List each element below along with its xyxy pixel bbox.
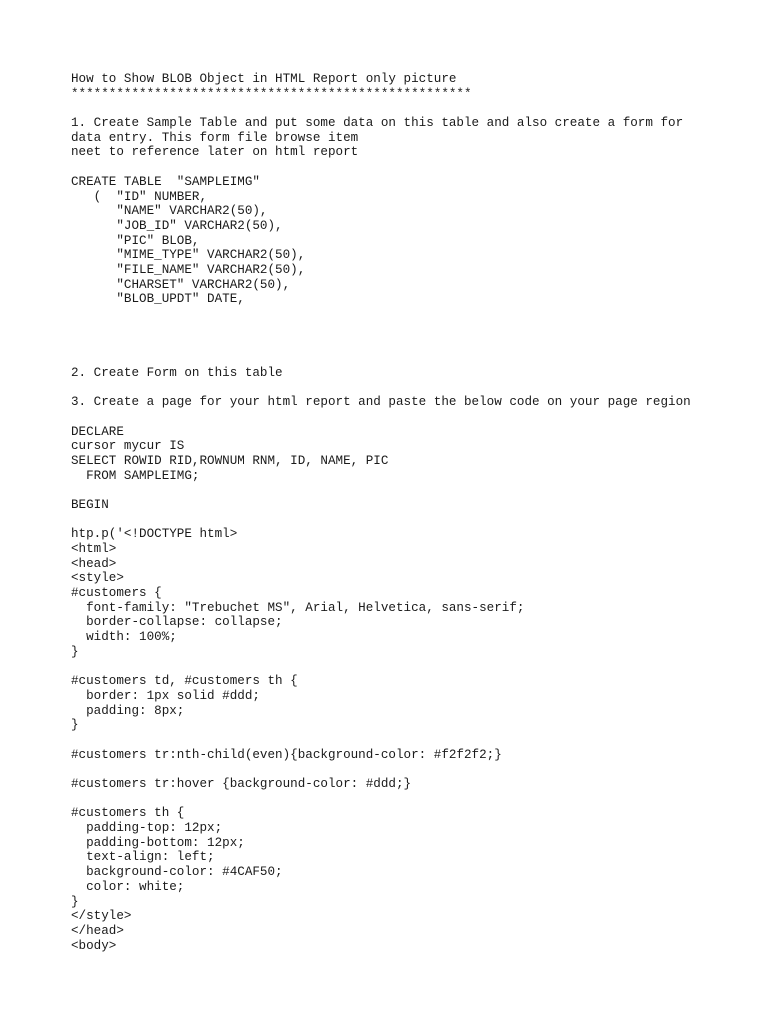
text-line: CREATE TABLE "SAMPLEIMG" xyxy=(71,174,260,189)
text-line: border-collapse: collapse; xyxy=(71,615,283,630)
text-line: <html> xyxy=(71,542,117,556)
text-line: </style> xyxy=(71,909,132,924)
text-line: "BLOB_UPDT" DATE, xyxy=(71,292,245,307)
text-line: #customers tr:nth-child(even){background-color: #f2f2f2;} xyxy=(71,747,502,762)
text-line: How to Show BLOB Object in HTML Report only picture xyxy=(71,72,457,86)
text-line: padding-top: 12px; xyxy=(71,821,223,836)
text-line: #customers th { xyxy=(71,806,185,821)
text-line: 2. Create Form on this table xyxy=(71,365,283,380)
text-line: cursor mycur IS xyxy=(71,439,185,454)
text-line: font-family: "Trebuchet MS", Arial, Helvetica, sans-serif; xyxy=(71,600,525,615)
text-line: "NAME" VARCHAR2(50), xyxy=(71,204,268,219)
text-line: BEGIN xyxy=(71,497,109,512)
text-line xyxy=(71,410,751,425)
text-line: width: 100%; xyxy=(71,630,177,645)
text-line: neet to reference later on html report xyxy=(71,145,359,160)
text-line xyxy=(71,792,751,807)
text-line xyxy=(71,160,751,175)
text-line: "CHARSET" VARCHAR2(50), xyxy=(71,277,291,292)
text-line: "JOB_ID" VARCHAR2(50), xyxy=(71,218,283,233)
text-line: } xyxy=(71,718,79,733)
document-page xyxy=(71,72,751,953)
text-line: } xyxy=(71,644,79,659)
text-line: htp.p('<!DOCTYPE html> xyxy=(71,527,238,542)
text-line: 3. Create a page for your html report and paste the below code on your page region xyxy=(71,395,691,410)
text-line: <head> xyxy=(71,556,117,571)
text-line: 1. Create Sample Table and put some data on this table and also create a form for xyxy=(71,116,684,131)
text-line: </head> xyxy=(71,923,124,938)
text-line: #customers { xyxy=(71,586,162,601)
text-line: "FILE_NAME" VARCHAR2(50), xyxy=(71,262,306,277)
text-line: ( "ID" NUMBER, xyxy=(71,189,208,204)
text-line: text-align: left; xyxy=(71,850,215,865)
text-line: <body> xyxy=(71,938,117,953)
text-line: <style> xyxy=(71,571,124,586)
text-line xyxy=(71,733,751,748)
text-line xyxy=(71,307,751,322)
text-line: #customers td, #customers th { xyxy=(71,674,298,689)
text-line xyxy=(71,483,751,498)
text-line: padding-bottom: 12px; xyxy=(71,835,245,850)
text-line: "PIC" BLOB, xyxy=(71,233,200,248)
text-line: FROM SAMPLEIMG; xyxy=(71,468,200,483)
text-line: ***************************************************** xyxy=(71,86,472,101)
text-line xyxy=(71,101,751,116)
text-line xyxy=(71,322,751,337)
text-line: } xyxy=(71,894,79,909)
text-line xyxy=(71,351,751,366)
text-line: background-color: #4CAF50; xyxy=(71,865,283,880)
text-line xyxy=(71,660,751,675)
text-line: color: white; xyxy=(71,879,185,894)
text-line: SELECT ROWID RID,ROWNUM RNM, ID, NAME, PIC xyxy=(71,453,389,468)
text-line xyxy=(71,380,751,395)
text-line: DECLARE xyxy=(71,424,124,439)
text-line: data entry. This form file browse item xyxy=(71,130,359,145)
text-line: #customers tr:hover {background-color: #ddd;} xyxy=(71,777,412,791)
text-line xyxy=(71,513,751,528)
text-line xyxy=(71,336,751,351)
text-line: padding: 8px; xyxy=(71,703,185,718)
text-line: border: 1px solid #ddd; xyxy=(71,688,260,703)
text-line xyxy=(71,762,751,777)
text-line: "MIME_TYPE" VARCHAR2(50), xyxy=(71,248,306,263)
